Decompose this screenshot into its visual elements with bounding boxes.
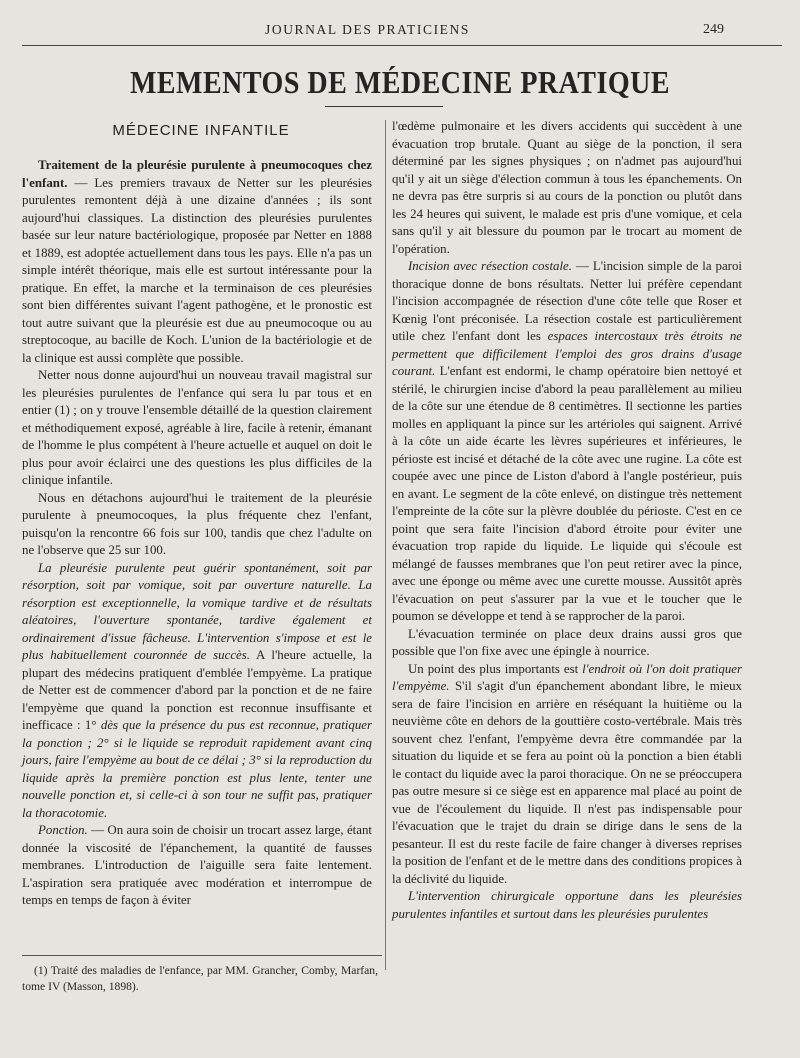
header-rule xyxy=(22,45,782,46)
text-run: L'intervention chirurgicale opportune dans les pleurésies purulentes infantiles et surtout dans les pleurésies purulentes xyxy=(392,889,742,921)
paragraph xyxy=(22,367,372,490)
paragraph xyxy=(22,822,372,910)
text-run: A l'heure actuelle, la plupart des médecins pratiquent d'emblée l'empyème. La pratique de Netter est de commencer d'abord par la ponction et de ne faire l'empyème que quand la ponction est reconnue insuffisante et inefficace : 1° xyxy=(22,648,372,732)
text-run: Netter nous donne aujourd'hui un nouveau travail magistral sur les pleurésies purulentes de l'enfance qui sera lu par tous et en entier (1) ; on y trouve l'ensemble détaillé de la question clairement et méthodiquement exposé, agréable à lire, facile à retenir, émanant de l'homme le plus compétent à l'heure actuelle et auquel on doit le plus pour avoir éclairci une des questions les plus difficiles de la clinique infantile. xyxy=(22,368,372,487)
footnote xyxy=(22,963,378,995)
text-run: — L'incision simple de la paroi thoracique donne de bons résultats. Netter lui préfère cependant l'incision accompagnée de résection d'une côte telle que Roser et Kœnig l'ont préconisée. La résection costale est particulièrement utile chez l'enfant dont les xyxy=(392,259,743,343)
paragraph xyxy=(22,490,372,560)
page-title: MEMENTOS DE MÉDECINE PRATIQUE xyxy=(129,66,671,101)
right-column xyxy=(392,118,742,923)
paragraph xyxy=(392,118,742,258)
paragraph xyxy=(392,258,742,626)
text-run: — On aura soin de choisir un trocart assez large, étant donnée la viscosité de l'épanchement, la quantité de fausses membranes. L'introduction de l'aiguille sera faite lentement. L'aspiration sera pratiquée avec modération et interrompue de temps en temps de façon à éviter xyxy=(22,823,372,907)
text-run: Traité des maladies de l'enfance, xyxy=(50,964,204,977)
text-run: tome IV (Masson, 1898). xyxy=(22,980,139,993)
text-run: S'il s'agit d'un épanchement abondant libre, le mieux sera de faire l'incision en arrière en réséquant la huitième ou la neuvième côte en dehors de la gouttière costo-vertébrale. Mais très souvent chez l'enfant, l'empyème devra être commandée par la situation du liquide et se fera au point où la ponction a bien établi le contact du liquide avec la paroi thoracique. On ne se préoccupera pas outre mesure si ce siège est en apparence mal placé au point de vue de l'écoulement du liquide. Il n'est pas indispensable pour l'évacuation que le trajet du drain se dirige dans le sens de la pesanteur. Il est du reste facile de faire changer à diverses reprises la position de l'enfant et de le mettre dans des conditions propices à la déclivité du liquide. xyxy=(392,679,742,886)
footnote-rule xyxy=(22,955,382,956)
text-run: La pleurésie purulente peut guérir spontanément, soit par résorption, soit par vomique, soit par ouverture naturelle. La résorption est exceptionnelle, la vomique tardive et de résultats aléatoires, l'ouverture spontanée, tardive également et ordinairement d'issue fâcheuse. L'intervention s'impose et est le plus habituellement couronnée de succès. xyxy=(22,560,372,662)
text-run: l'œdème pulmonaire et les divers accidents qui succèdent à une évacuation trop brutale. Quant au siège de la ponction, il sera déterminé par les signes physiques ; on n'admet pas aujourd'hui qu'il y ait un siège d'élection commun à tous les épanchements. On ne devra pas être surpris si au cours de la ponction ou plutôt dans les 24 heures qui suivent, le malade est pris d'une vomique, et cela sans qu'il y ait blessure du poumon par le trocart au moment de l'opération. xyxy=(392,119,742,256)
text-run: L'évacuation terminée on place deux drains aussi gros que possible que l'on fixe avec une épingle à nourrice. xyxy=(392,626,742,658)
text-run: Un point des plus importants est xyxy=(408,661,583,676)
text-run: Nous en détachons aujourd'hui le traitement de la pleurésie purulente à pneumocoques, la plus fréquente chez l'enfant, puisqu'on la rencontre 66 fois sur 100, tandis que chez l'adulte on ne l'observe que 25 sur 100. xyxy=(22,490,372,557)
text-run: Incision avec résection costale. xyxy=(408,259,573,273)
column-divider xyxy=(385,120,386,970)
text-run: Ponction. xyxy=(38,823,88,837)
text-run: — Les premiers travaux de Netter sur les pleurésies purulentes remontent déjà à une dizaine d'années ; ils sont aujourd'hui classiques. La distinction des pleurésies purulentes basée sur leur nature bactériologique, proposée par Netter en 1888 et 1889, est adoptée actuellement dans tous les pays. Elle n'a pas un simple intérêt théorique, mais elle est surtout intéressante pour la pratique. En effet, la marche et la terminaison de ces pleurésies sont bien différentes suivant l'agent pathogène, et le pronostic est tout autre suivant que la pleurésie est due au pneumocoque ou au streptocoque, au bacille de Koch. L'union de la bactériologie et de la clinique est aussi complète que possible. xyxy=(22,175,372,365)
journal-title: JOURNAL DES PRATICIENS xyxy=(265,22,470,37)
text-run: Grancher, Comby, Marfan, xyxy=(252,964,379,977)
paragraph xyxy=(392,626,742,661)
text-run: par MM. xyxy=(203,964,253,977)
section-heading: MÉDECINE INFANTILE xyxy=(112,122,290,139)
paragraph xyxy=(22,157,372,367)
text-run: Traitement de la pleurésie purulente à pneumocoques chez l'enfant. xyxy=(22,158,372,190)
page-number: 249 xyxy=(703,22,724,37)
text-run: (1) xyxy=(34,964,51,977)
paragraph xyxy=(22,560,372,823)
running-head xyxy=(0,22,800,42)
text-run: espaces intercostaux très étroits ne permettent que difficilement l'emploi des gros drains d'usage courant. xyxy=(392,329,742,378)
paragraph xyxy=(392,661,742,889)
title-rule xyxy=(325,106,443,107)
text-run: dès que la présence du pus est reconnue, pratiquer la ponction ; 2° si le liquide se reproduit rapidement avant cinq jours, faire l'empyème au bout de ce délai ; 3° si la reproduction du liquide après la première ponction est plus lente, tenter une nouvelle ponction et, si celle-ci à son tour ne suffit pas, pratiquer la thoracotomie. xyxy=(22,718,373,820)
paragraph xyxy=(392,888,742,923)
text-run: L'enfant est endormi, le champ opératoire bien nettoyé et stérilé, le chirurgien incise d'abord la peau parallèlement au milieu de la côte sur une étendue de 8 centimètres. Il sectionne les parties molles en appliquant la pince sur les artérioles qui saignent. Arrivé à la côte un aide écarte les lèvres supérieures et inférieures, le périoste est incisé et détaché de la côte avec une rugine. La côte est coupée avec une pince de Liston d'abord à l'angle postérieur, puis en avant. Le segment de la côte enlevé, on distingue très nettement l'empreinte de la côte sur la plèvre doublée du périoste. C'est en ce point que sera faite l'incision d'abord étroite pour éviter une évacuation trop rapide du liquide. Le liquide qui s'écoule est mélangé de fausses membranes que l'on peut retirer avec la pince, avec une éponge ou même avec une curette mousse. Aussitôt après l'évacuation on peut s'assurer par la vue et le toucher que le poumon se développe et tend à se rapprocher de la paroi. xyxy=(392,364,742,623)
text-run: l'endroit où l'on doit pratiquer l'empyème. xyxy=(392,661,742,693)
footnote-text xyxy=(22,963,378,995)
left-column xyxy=(22,157,372,910)
